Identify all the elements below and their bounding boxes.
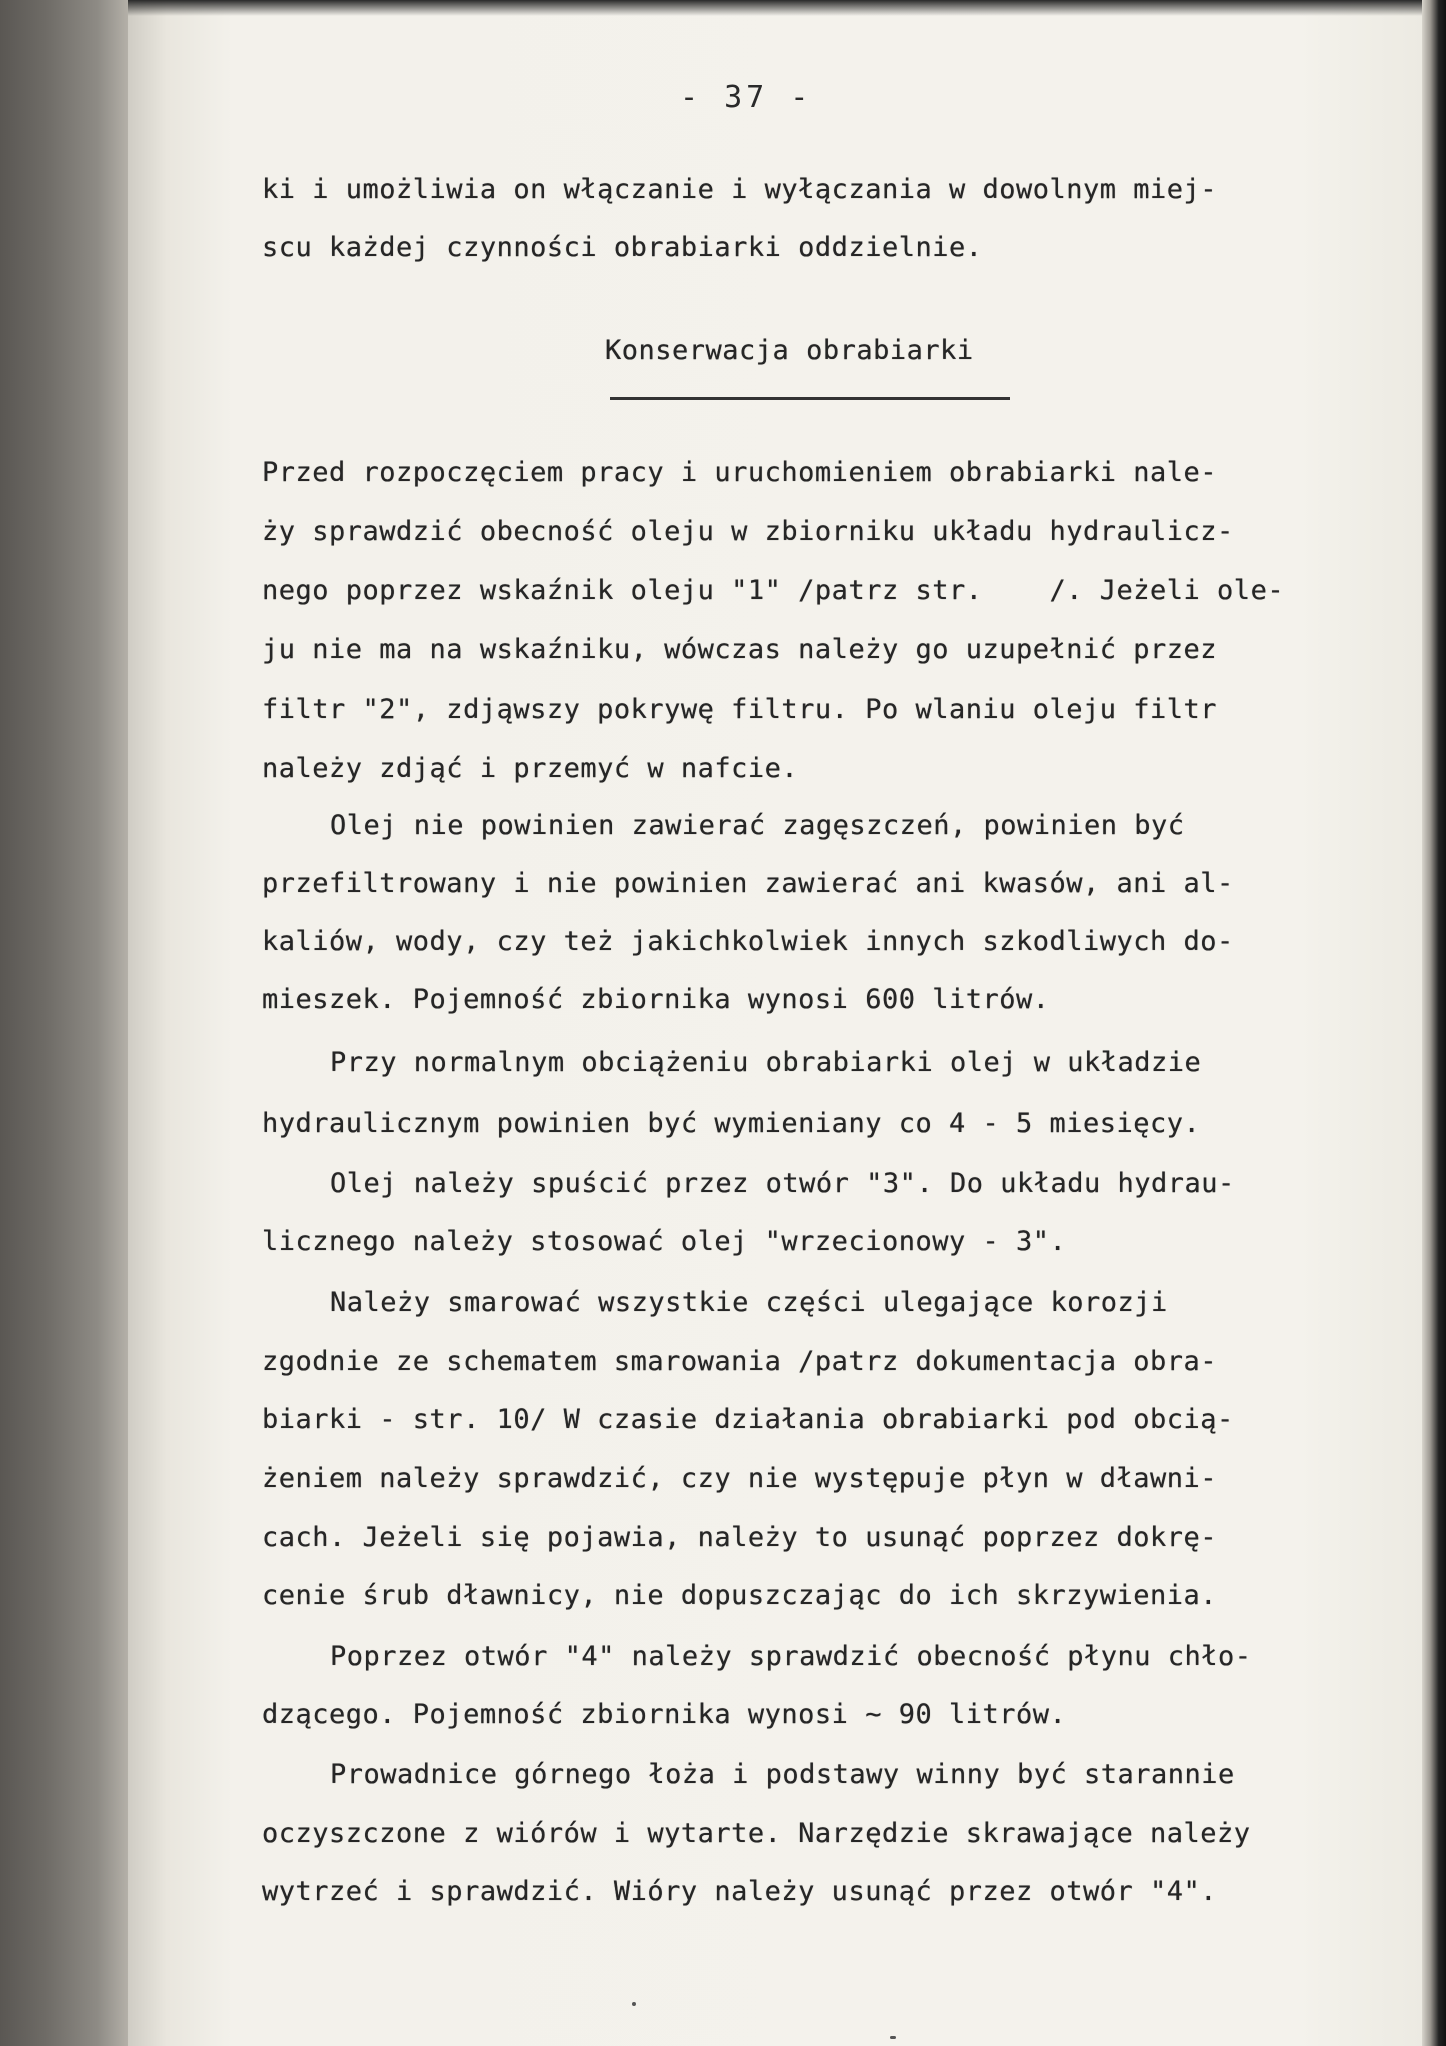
text-line: Olej należy spuścić przez otwór "3". Do układu hydrau-	[330, 1168, 1235, 1199]
top-edge-shadow	[128, 0, 1426, 16]
text-line: zgodnie ze schematem smarowania /patrz dokumentacja obra-	[262, 1346, 1218, 1377]
text-line: cenie śrub dławnicy, nie dopuszczając do ich skrzywienia.	[262, 1580, 1218, 1611]
text-line: Prowadnice górnego łoża i podstawy winny być starannie	[330, 1759, 1235, 1790]
text-line: kaliów, wody, czy też jakichkolwiek innych szkodliwych do-	[262, 926, 1234, 957]
text-line: ju nie ma na wskaźniku, wówczas należy go uzupełnić przez	[262, 634, 1218, 665]
text-line: należy zdjąć i przemyć w nafcie.	[262, 753, 799, 784]
heading-underline	[610, 397, 1010, 400]
section-heading	[605, 335, 974, 366]
text-line: nego poprzez wskaźnik oleju "1" /patrz str. /. Jeżeli ole-	[262, 575, 1285, 606]
text-line: licznego należy stosować olej "wrzecionowy - 3".	[262, 1226, 1067, 1257]
page-paper	[128, 0, 1426, 2046]
text-line: wytrzeć i sprawdzić. Wióry należy usunąć przez otwór "4".	[262, 1876, 1218, 1907]
text-line: mieszek. Pojemność zbiornika wynosi 600 litrów.	[262, 984, 1050, 1015]
paper-speck	[890, 2036, 896, 2039]
text-line: ży sprawdzić obecność oleju w zbiorniku układu hydraulicz-	[262, 516, 1234, 547]
text-line: dzącego. Pojemność zbiornika wynosi ~ 90 litrów.	[262, 1699, 1067, 1730]
text-line: Należy smarować wszystkie części ulegające korozji	[330, 1287, 1168, 1318]
paper-speck	[632, 2002, 636, 2006]
text-line: Przy normalnym obciążeniu obrabiarki olej w układzie	[330, 1047, 1202, 1078]
text-line: filtr "2", zdjąwszy pokrywę filtru. Po wlaniu oleju filtr	[262, 694, 1218, 725]
text-line: biarki - str. 10/ W czasie działania obrabiarki pod obcią-	[262, 1404, 1234, 1435]
text-line: scu każdej czynności obrabiarki oddzielnie.	[262, 232, 983, 263]
text-line: przefiltrowany i nie powinien zawierać ani kwasów, ani al-	[262, 868, 1234, 899]
heading-text: Konserwacja obrabiarki	[605, 335, 974, 366]
text-line: Przed rozpoczęciem pracy i uruchomieniem obrabiarki nale-	[262, 457, 1218, 488]
text-line: cach. Jeżeli się pojawia, należy to usunąć poprzez dokrę-	[262, 1522, 1218, 1553]
text-line: żeniem należy sprawdzić, czy nie występuje płyn w dławni-	[262, 1463, 1218, 1494]
page-number: - 37 -	[680, 80, 813, 115]
page-right-edge	[1422, 0, 1446, 2046]
text-line: oczyszczone z wiórów i wytarte. Narzędzie skrawające należy	[262, 1818, 1251, 1849]
text-line: ki i umożliwia on włączanie i wyłączania w dowolnym miej-	[262, 174, 1218, 205]
text-line: hydraulicznym powinien być wymieniany co 4 - 5 miesięcy.	[262, 1108, 1201, 1139]
text-line: Poprzez otwór "4" należy sprawdzić obecność płynu chło-	[330, 1641, 1252, 1672]
text-line: Olej nie powinien zawierać zagęszczeń, powinien być	[330, 810, 1185, 841]
